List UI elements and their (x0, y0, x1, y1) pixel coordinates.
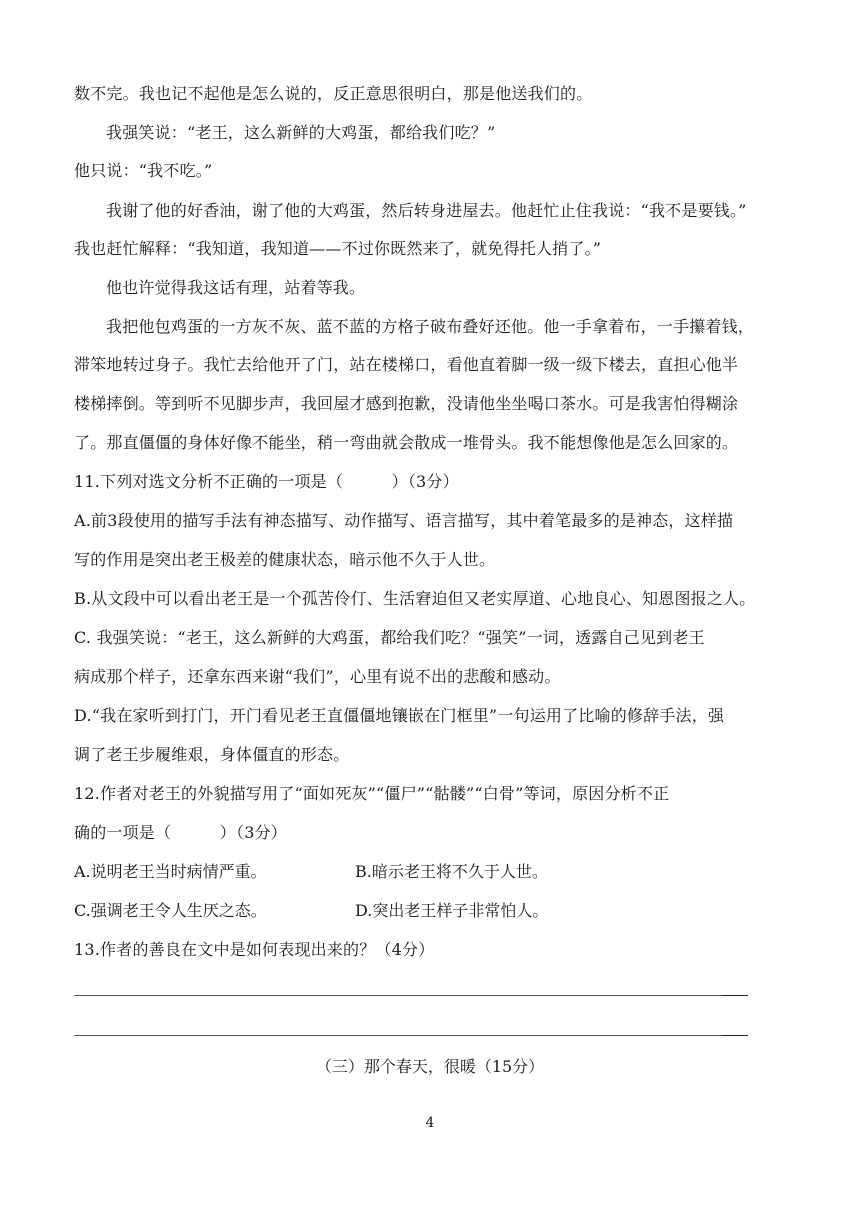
question-11-option-b: B.从文段中可以看出老王是一个孤苦伶仃、生活窘迫但又老实厚道、心地良心、知恩图报之人。 (74, 589, 756, 608)
passage-line: 我也赶忙解释：“我知道，我知道——不过你既然来了，就免得托人捎了。” (74, 239, 602, 258)
question-11-option-d-cont: 调了老王步履维艰，身体僵直的形态。 (74, 745, 350, 764)
question-12-stem-cont: 确的一项是（ ）（3分） (74, 823, 287, 842)
question-12-option-a: A.说明老王当时病情严重。 (74, 862, 267, 881)
passage-line: 他也许觉得我这话有理，站着等我。 (106, 278, 366, 297)
question-13-stem: 13.作者的善良在文中是如何表现出来的？（4分） (74, 940, 435, 959)
passage-line: 我强笑说：“老王，这么新鲜的大鸡蛋，都给我们吃？” (106, 123, 496, 142)
question-11-option-d: D.“我在家听到打门，开门看见老王直僵僵地镶嵌在门框里”一句运用了比喻的修辞手法，强 (74, 706, 725, 725)
answer-blank-tail (722, 1035, 748, 1036)
question-12-option-c: C.强调老王令人生厌之态。 (74, 901, 267, 920)
section-title: （三）那个春天，很暖（15分） (315, 1057, 545, 1076)
question-12-stem: 12.作者对老王的外貌描写用了“面如死灰”“僵尸”“骷髅”“白骨”等词，原因分析不正 (74, 784, 670, 803)
passage-line: 数不完。我也记不起他是怎么说的，反正意思很明白，那是他送我们的。 (74, 84, 593, 103)
passage-line: 他只说：“我不吃。” (74, 161, 213, 180)
question-11-stem: 11.下列对选文分析不正确的一项是（ ）（3分） (74, 472, 459, 491)
passage-line: 楼梯摔倒。等到听不见脚步声，我回屋才感到抱歉，没请他坐坐喝口茶水。可是我害怕得糊涂 (74, 394, 739, 413)
question-11-option-a: A.前3段使用的描写手法有神态描写、动作描写、语言描写，其中着笔最多的是神态，这样描 (74, 511, 734, 530)
passage-line: 滞笨地转过身子。我忙去给他开了门，站在楼梯口，看他直着脚一级一级下楼去，直担心他半 (74, 355, 739, 374)
answer-blank-line[interactable] (74, 1035, 726, 1036)
passage-line: 我谢了他的好香油，谢了他的大鸡蛋，然后转身进屋去。他赶忙止住我说：“我不是要钱。” (106, 201, 747, 220)
page-number: 4 (425, 1115, 435, 1131)
answer-blank-line[interactable] (74, 995, 726, 996)
question-12-option-d: D.突出老王样子非常怕人。 (355, 901, 549, 920)
question-12-option-b: B.暗示老王将不久于人世。 (355, 862, 548, 881)
question-11-option-c-cont: 病成那个样子，还拿东西来谢“我们”，心里有说不出的悲酸和感动。 (74, 667, 561, 686)
question-11-option-a-cont: 写的作用是突出老王极差的健康状态，暗示他不久于人世。 (74, 550, 496, 569)
question-11-option-c: C. 我强笑说：“老王，这么新鲜的大鸡蛋，都给我们吃？“强笑”一词，透露自己见到老王 (74, 628, 705, 647)
passage-line: 我把他包鸡蛋的一方灰不灰、蓝不蓝的方格子破布叠好还他。他一手拿着布，一手攥着钱， (106, 317, 755, 336)
answer-blank-tail (722, 995, 748, 996)
passage-line: 了。那直僵僵的身体好像不能坐，稍一弯曲就会散成一堆骨头。我不能想像他是怎么回家的。 (74, 433, 739, 452)
